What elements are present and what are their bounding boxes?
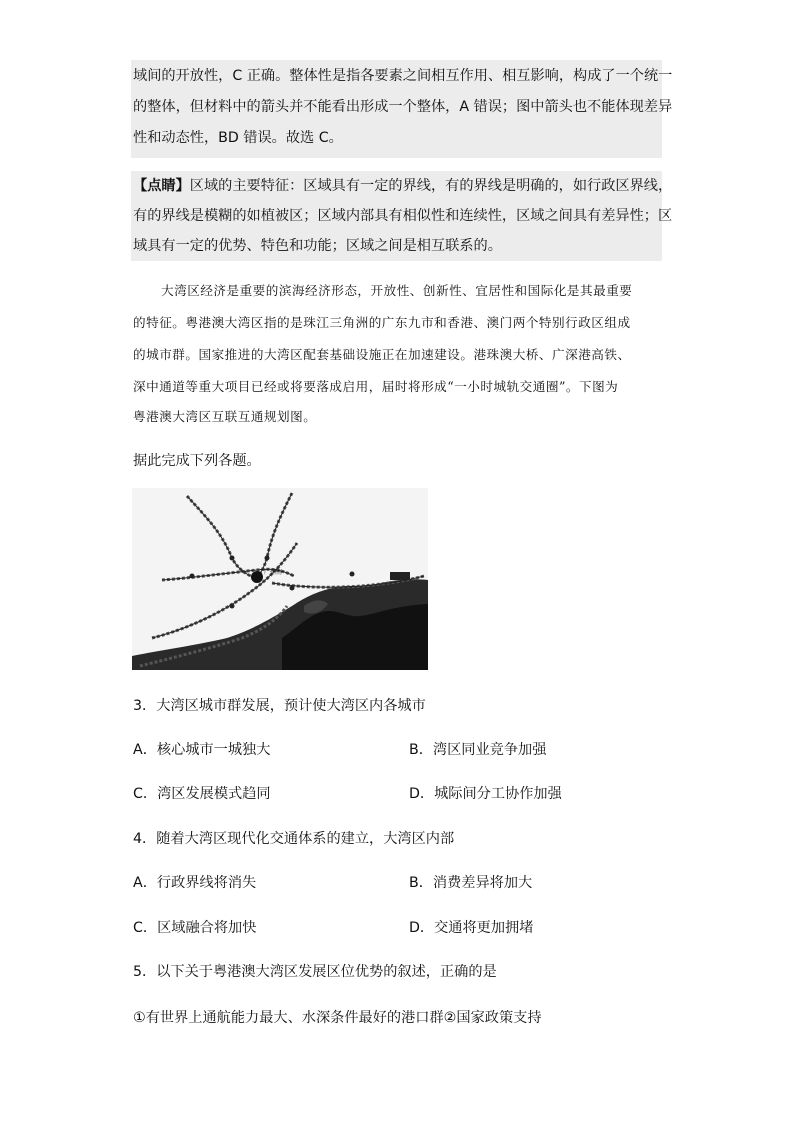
- question-5-statements: ①有世界上通航能力最大、水深条件最好的港口群②国家政策支持: [133, 1010, 542, 1026]
- transport-map: [132, 488, 428, 670]
- explanation-line-2: 的整体，但材料中的箭头并不能看出形成一个整体，A 错误；图中箭头也不能体现差异: [133, 99, 673, 115]
- question-3-stem: 3．大湾区城市群发展，预计使大湾区内各城市: [133, 698, 426, 714]
- question-4-stem: 4．随着大湾区现代化交通体系的建立，大湾区内部: [133, 831, 455, 847]
- city-label-guangzhou-south: 广州南: [264, 569, 283, 576]
- question-4-option-c[interactable]: C．区域融合将加快: [133, 920, 257, 936]
- instruction: 据此完成下列各题。: [133, 453, 261, 469]
- tip-text-1: 区域的主要特征：区域具有一定的界线，有的界线是明确的，如行政区界线，: [189, 178, 673, 194]
- passage-line-1: 大湾区经济是重要的滨海经济形态，开放性、创新性、宜居性和国际化是其最重要: [161, 283, 633, 298]
- tip-line-3: 域具有一定的优势、特色和功能；区域之间是相互联系的。: [133, 238, 502, 254]
- question-4-option-b[interactable]: B．消费差异将加大: [409, 875, 533, 891]
- question-3-option-b[interactable]: B．湾区同业竞争加强: [409, 742, 547, 758]
- passage-line-2: 的特征。粤港澳大湾区指的是珠江三角洲的广东九市和香港、澳门两个特别行政区组成: [133, 315, 631, 330]
- question-4-option-d[interactable]: D．交通将更加拥堵: [409, 920, 534, 936]
- question-3-option-c[interactable]: C．湾区发展模式趋同: [133, 786, 271, 802]
- tip-label: 【点睛】: [133, 178, 190, 194]
- passage-line-3: 的城市群。国家推进的大湾区配套基础设施正在加速建设。港珠澳大桥、广深港高铁、: [133, 347, 631, 362]
- explanation-line-1: 域间的开放性，C 正确。整体性是指各要素之间相互作用、相互影响，构成了一个统一: [133, 68, 673, 84]
- passage-line-4: 深中通道等重大项目已经或将要落成启用，届时将形成“一小时城轨交通圈”。下图为: [133, 379, 619, 394]
- question-5-stem: 5．以下关于粤港澳大湾区发展区位优势的叙述，正确的是: [133, 964, 497, 980]
- question-3-option-a[interactable]: A．核心城市一城独大: [133, 742, 271, 758]
- tip-line-1: [133, 176, 672, 196]
- tip-line-2: 有的界线是模糊的如植被区；区域内部具有相似性和连续性，区域之间具有差异性；区: [133, 208, 673, 224]
- question-3-option-d[interactable]: D．城际间分工协作加强: [409, 786, 562, 802]
- passage-line-5: 粤港澳大湾区互联互通规划图。: [133, 409, 317, 424]
- explanation-line-3: 性和动态性，BD 错误。故选 C。: [133, 130, 343, 146]
- question-4-option-a[interactable]: A．行政界线将消失: [133, 875, 257, 891]
- transport-map-graphic: [132, 488, 428, 670]
